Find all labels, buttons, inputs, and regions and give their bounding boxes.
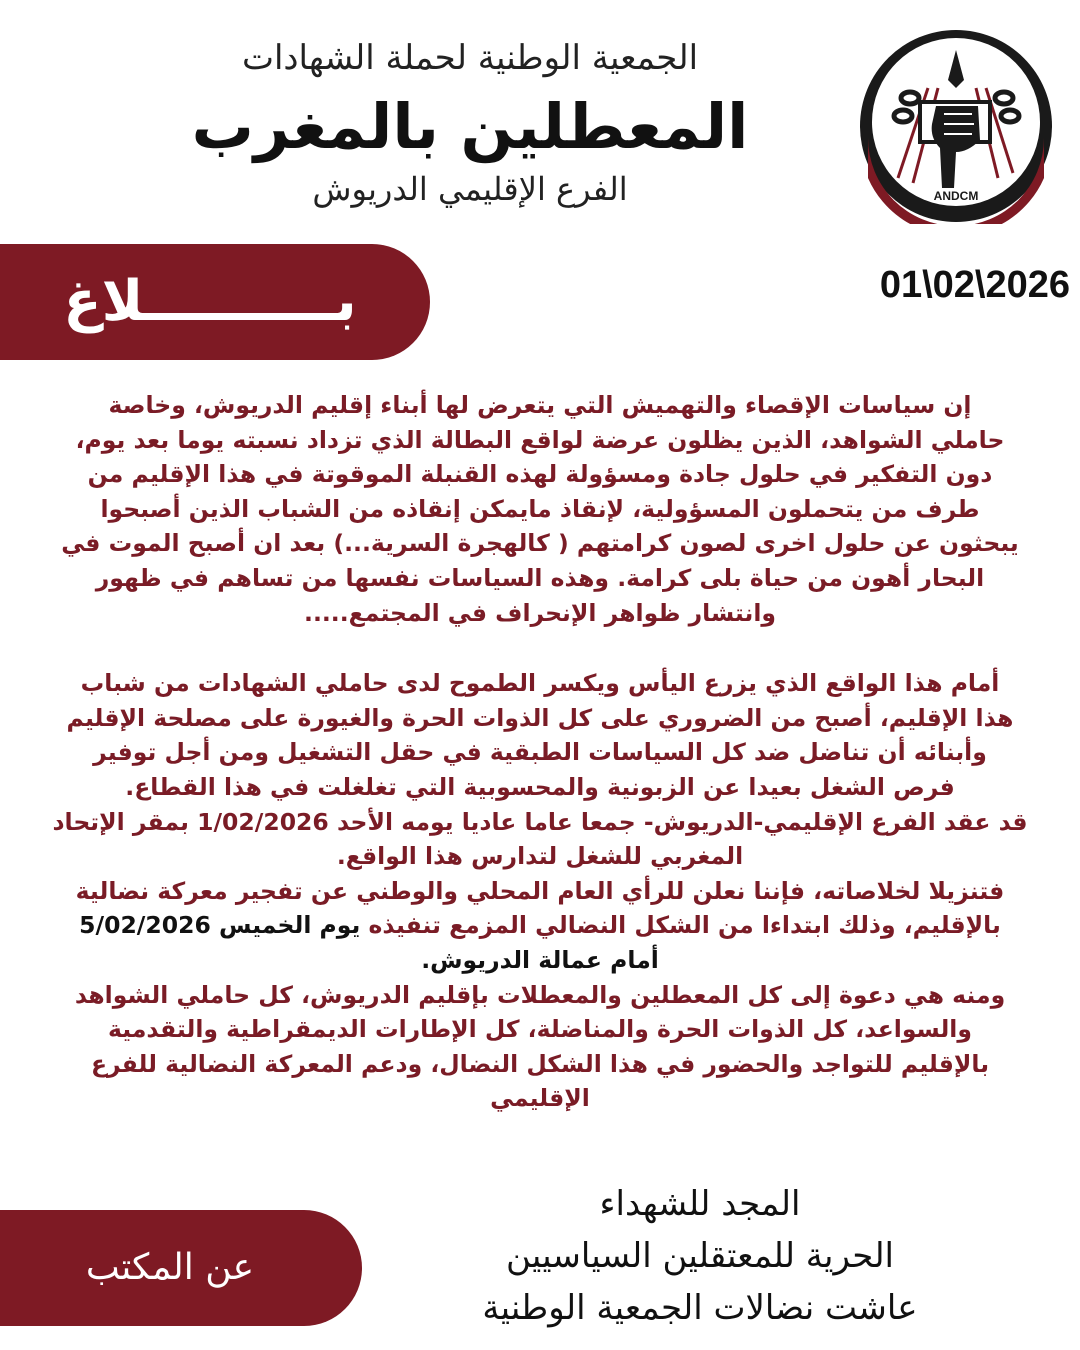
body-line: الإقليمي [490,1084,590,1113]
body-line: وانتشار ظواهر الإنحراف في المجتمع..... [304,598,776,627]
closing-slogans [420,1178,980,1334]
logo-acronym: ANDCM [933,189,979,203]
slogan-line: المجد للشهداء [599,1184,801,1224]
body-line: وأبنائه أن تناضل ضد كل السياسات الطبقية في حقل التشغيل ومن أجل توفير [93,738,987,767]
communique-date: 01\02\2026 [879,264,1070,306]
body-line: أمام عمالة الدريوش. [421,945,659,974]
body-line: هذا الإقليم، أصبح من الضروري على كل الذوات الحرة والغيورة على مصلحة الإقليم [66,703,1014,732]
body-line: والسواعد، كل الذوات الحرة والمناضلة، كل الإطارات الديمقراطية والتقدمية [108,1015,972,1044]
body-line: دون التفكير في حلول جادة ومسؤولة لهذه القنبلة الموقوتة في هذا الإقليم من [87,460,993,489]
signature-label: عن المكتب [85,1247,255,1288]
body-line: ومنه هي دعوة إلى كل المعطلين والمعطلات بإقليم الدريوش، كل حاملي الشواهد [74,980,1006,1009]
body-line: حاملي الشواهد، الذين يظلون عرضة لواقع البطالة الذي تزداد نسبته يوما بعد يوم، [75,425,1005,454]
body-line-red-part: بالإقليم، وذلك ابتداءا من الشكل النضالي المزمع تنفيذه [360,911,1001,940]
action-date-highlight: يوم الخميس 5/02/2026 [79,911,361,940]
organization-logo [858,28,1054,224]
body-line: إن سياسات الإقصاء والتهميش التي يتعرض لها أبناء إقليم الدريوش، وخاصة [108,391,972,419]
body-line: البحار أهون من حياة بلى كرامة. وهذه السياسات نفسها من تساهم في ظهور [95,563,985,592]
communique-body [30,388,1050,1116]
body-line [30,908,1050,943]
organization-name-line: الجمعية الوطنية لحملة الشهادات [241,38,699,78]
body-line: أمام هذا الواقع الذي يزرع اليأس ويكسر الطموح لدى حاملي الشهادات من شباب [80,669,1000,698]
body-line: طرف من يتحملون المسؤولية، لإنقاذ مايمكن إنقاذه من الشباب الذين أصبحوا [100,494,980,523]
slogan-line: عاشت نضالات الجمعية الوطنية [482,1288,918,1328]
body-line: قد عقد الفرع الإقليمي-الدريوش- جمعا عاما عاديا يومه الأحد 1/02/2026 بمقر الإتحاد [52,807,1028,836]
communique-title: بــــــــــلاغ [63,269,357,334]
body-line: فرص الشغل بعيدا عن الزبونية والمحسوبية التي تغلغلت في هذا القطاع. [125,772,955,801]
body-line: المغربي للشغل لتدارس هذا الواقع. [336,842,744,871]
organization-title: المعطلين بالمغرب [191,90,749,163]
body-line: فتنزيلا لخلاصاته، فإننا نعلن للرأي العام المحلي والوطني عن تفجير معركة نضالية [75,876,1005,905]
branch-name: الفرع الإقليمي الدريوش [312,170,628,208]
body-line: بالإقليم للتواجد والحضور في هذا الشكل النضال، ودعم المعركة النضالية للفرع [90,1049,990,1078]
body-line: يبحثون عن حلول اخرى لصون كرامتهم ( كالهجرة السرية...) بعد ان أصبح الموت في [61,529,1019,558]
slogan-line: الحرية للمعتقلين السياسيين [506,1236,894,1276]
raised-fist-with-broken-chains-and-pen-icon [858,28,1054,224]
